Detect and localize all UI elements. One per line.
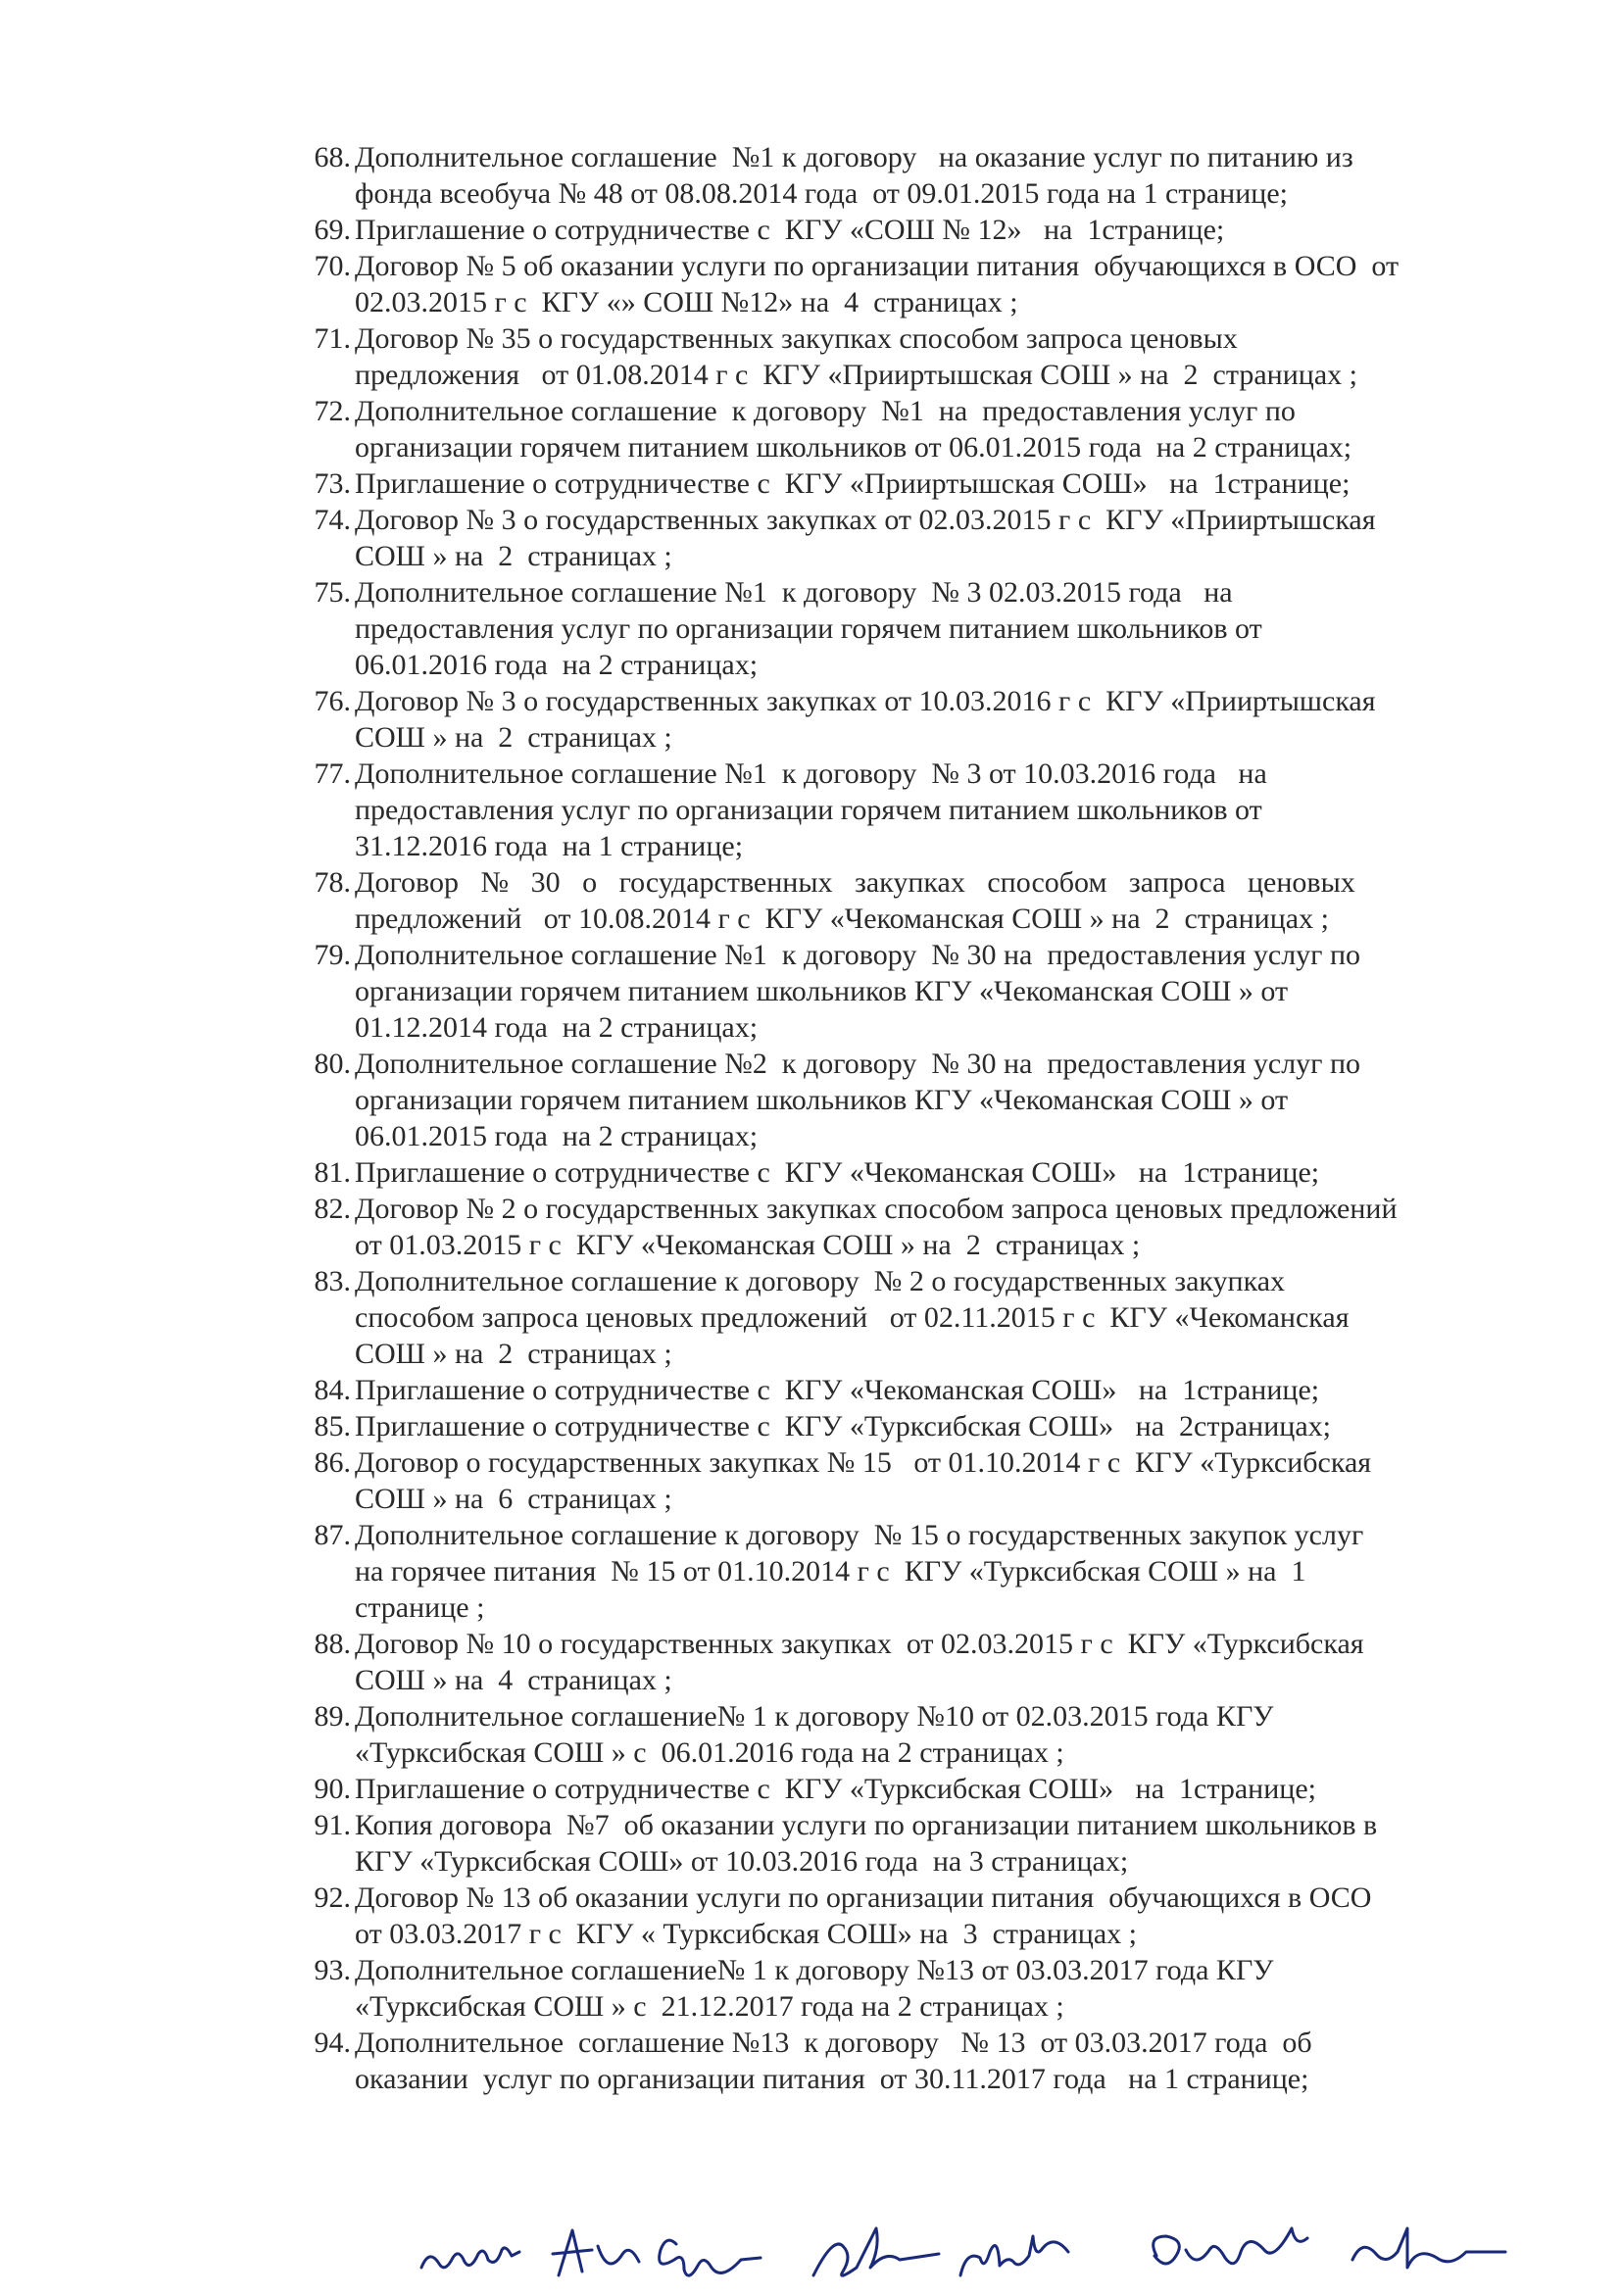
list-item-text-line: Договор № 3 о государственных закупках от 10.03.2016 г с КГУ «Прииртышская	[355, 685, 1376, 717]
signature-7	[1352, 2228, 1505, 2268]
list-item-text-line: Дополнительное соглашение №13 к договору № 13 от 03.03.2017 года об	[355, 2027, 1312, 2059]
list-item-text-line: Дополнительное соглашение№ 1 к договору №10 от 02.03.2015 года КГУ	[355, 1700, 1274, 1733]
list-item-number: 70.	[314, 250, 351, 282]
signature-1	[421, 2248, 519, 2268]
list-item-text-line: Копия договора №7 об оказании услуги по организации питанием школьников в	[355, 1809, 1378, 1841]
list-item-text-line: организации горячем питанием школьников от 06.01.2015 года на 2 страницах;	[355, 431, 1352, 464]
list-item-number: 87.	[314, 1519, 351, 1551]
list-item-text-line: Договор № 2 о государственных закупках способом запроса ценовых предложений	[355, 1193, 1398, 1225]
list-item-number: 76.	[314, 685, 351, 717]
list-item-text-line: 02.03.2015 г с КГУ «» СОШ №12» на 4 страницах ;	[355, 286, 1018, 318]
list-item-text-line: странице ;	[355, 1591, 485, 1624]
list-item-text-line: 06.01.2016 года на 2 страницах;	[355, 649, 759, 681]
list-item	[294, 1444, 1539, 1517]
list-item-text-line: Договор № 13 об оказании услуги по организации питания обучающихся в ОСО	[355, 1881, 1372, 1914]
list-item-text-line: Договор о государственных закупках № 15 от 01.10.2014 г с КГУ «Турксибская	[355, 1446, 1372, 1479]
list-item	[294, 864, 1539, 937]
list-item	[294, 393, 1539, 465]
signatures	[412, 2217, 1568, 2291]
list-item-text-line: 06.01.2015 года на 2 страницах;	[355, 1120, 759, 1152]
list-item-text-line: организации горячем питанием школьников КГУ «Чекоманская СОШ » от	[355, 1084, 1289, 1116]
list-item	[294, 502, 1539, 574]
list-item-text-line: фонда всеобуча № 48 от 08.08.2014 года от 09.01.2015 года на 1 странице;	[355, 177, 1288, 210]
list-item-number: 89.	[314, 1700, 351, 1733]
list-item-text-line: Договор № 30 о государственных закупках способом запроса ценовых	[355, 866, 1355, 899]
list-item-number: 86.	[314, 1446, 351, 1479]
list-item-text-line: организации горячем питанием школьников КГУ «Чекоманская СОШ » от	[355, 975, 1289, 1007]
list-item-text-line: Дополнительное соглашение №1 к договору на оказание услуг по питанию из	[355, 141, 1353, 173]
list-item	[294, 465, 1539, 502]
list-item-text-line: 01.12.2014 года на 2 страницах;	[355, 1011, 759, 1044]
handwritten-signatures	[412, 2217, 1568, 2291]
list-item	[294, 320, 1539, 393]
signature-6	[1154, 2228, 1307, 2264]
list-item	[294, 212, 1539, 248]
list-item-text-line: Приглашение о сотрудничестве с КГУ «Турксибская СОШ» на 2страницах;	[355, 1410, 1331, 1442]
list-item-text-line: Дополнительное соглашение к договору №1 на предоставления услуг по	[355, 395, 1296, 427]
list-item	[294, 1626, 1539, 1698]
signature-2	[553, 2230, 639, 2275]
list-item-text-line: Дополнительное соглашение к договору № 2 о государственных закупках	[355, 1265, 1286, 1297]
list-item-text-line: Приглашение о сотрудничестве с КГУ «Чекоманская СОШ» на 1странице;	[355, 1156, 1320, 1189]
list-item	[294, 248, 1539, 320]
signature-3	[660, 2240, 761, 2275]
list-item-text-line: Договор № 3 о государственных закупках от 02.03.2015 г с КГУ «Прииртышская	[355, 504, 1376, 536]
list-item	[294, 756, 1539, 864]
list-item	[294, 937, 1539, 1046]
signature-5	[960, 2236, 1068, 2275]
list-item-text-line: Договор № 35 о государственных закупках способом запроса ценовых	[355, 322, 1238, 355]
list-item	[294, 139, 1539, 212]
list-item-number: 83.	[314, 1265, 351, 1297]
document-list	[294, 139, 1539, 2097]
list-item-number: 88.	[314, 1628, 351, 1660]
list-item-text-line: от 01.03.2015 г с КГУ «Чекоманская СОШ » на 2 страницах ;	[355, 1229, 1141, 1261]
list-item-text-line: от 03.03.2017 г с КГУ « Турксибская СОШ» на 3 страницах ;	[355, 1918, 1138, 1950]
list-item	[294, 1771, 1539, 1807]
list-item	[294, 1154, 1539, 1191]
list-item-text-line: предоставления услуг по организации горячем питанием школьников от	[355, 794, 1262, 826]
list-item-text-line: 31.12.2016 года на 1 странице;	[355, 830, 744, 862]
list-item-text-line: Дополнительное соглашение к договору № 15 о государственных закупок услуг	[355, 1519, 1364, 1551]
list-item-text-line: предложений от 10.08.2014 г с КГУ «Чекоманская СОШ » на 2 страницах ;	[355, 903, 1329, 935]
list-item-number: 78.	[314, 866, 351, 899]
list-item-text-line: предоставления услуг по организации горячем питанием школьников от	[355, 612, 1262, 645]
signature-4	[813, 2228, 939, 2275]
list-item-text-line: «Турксибская СОШ » с 21.12.2017 года на 2 страницах ;	[355, 1990, 1064, 2023]
list-item-number: 85.	[314, 1410, 351, 1442]
list-item	[294, 1880, 1539, 1952]
list-item-text-line: СОШ » на 2 страницах ;	[355, 1338, 672, 1370]
list-item-number: 84.	[314, 1374, 351, 1406]
list-item-text-line: Приглашение о сотрудничестве с КГУ «Чекоманская СОШ» на 1странице;	[355, 1374, 1320, 1406]
list-item-number: 94.	[314, 2027, 351, 2059]
list-item-text-line: «Турксибская СОШ » с 06.01.2016 года на 2 страницах ;	[355, 1736, 1064, 1769]
list-item-number: 71.	[314, 322, 351, 355]
list-item-text-line: Приглашение о сотрудничестве с КГУ «Турксибская СОШ» на 1странице;	[355, 1773, 1316, 1805]
list-item-text-line: способом запроса ценовых предложений от 02.11.2015 г с КГУ «Чекоманская	[355, 1301, 1350, 1334]
list-item	[294, 2025, 1539, 2097]
list-item-number: 81.	[314, 1156, 351, 1189]
list-item-text-line: СОШ » на 4 страницах ;	[355, 1664, 672, 1696]
list-item	[294, 1191, 1539, 1263]
list-item-text-line: предложения от 01.08.2014 г с КГУ «Прииртышская СОШ » на 2 страницах ;	[355, 359, 1357, 391]
list-item-text-line: СОШ » на 2 страницах ;	[355, 721, 672, 754]
list-item-text-line: Приглашение о сотрудничестве с КГУ «Прииртышская СОШ» на 1странице;	[355, 467, 1351, 500]
list-item	[294, 1046, 1539, 1154]
list-item-number: 74.	[314, 504, 351, 536]
list-item-text-line: Договор № 10 о государственных закупках от 02.03.2015 г с КГУ «Турксибская	[355, 1628, 1364, 1660]
list-item-text-line: Договор № 5 об оказании услуги по организации питания обучающихся в ОСО от	[355, 250, 1400, 282]
list-item-text-line: Приглашение о сотрудничестве с КГУ «СОШ № 12» на 1странице;	[355, 214, 1225, 246]
list-item	[294, 1952, 1539, 2025]
list-item	[294, 683, 1539, 756]
list-item-number: 68.	[314, 141, 351, 173]
list-item-text-line: СОШ » на 6 страницах ;	[355, 1483, 672, 1515]
list-item	[294, 574, 1539, 683]
list-item	[294, 1698, 1539, 1771]
list-item-text-line: оказании услуг по организации питания от 30.11.2017 года на 1 странице;	[355, 2063, 1309, 2095]
list-item-text-line: СОШ » на 2 страницах ;	[355, 540, 672, 572]
list-item-text-line: КГУ «Турксибская СОШ» от 10.03.2016 года на 3 страницах;	[355, 1845, 1129, 1878]
list-item-number: 92.	[314, 1881, 351, 1914]
list-item-text-line: Дополнительное соглашение №1 к договору № 3 от 10.03.2016 года на	[355, 757, 1267, 790]
list-item-text-line: Дополнительное соглашение №2 к договору № 30 на предоставления услуг по	[355, 1048, 1361, 1080]
list-item-number: 90.	[314, 1773, 351, 1805]
list-item-number: 79.	[314, 939, 351, 971]
list-item-number: 73.	[314, 467, 351, 500]
list-item-number: 93.	[314, 1954, 351, 1986]
list-item-text-line: Дополнительное соглашение №1 к договору № 30 на предоставления услуг по	[355, 939, 1361, 971]
list-item-number: 82.	[314, 1193, 351, 1225]
list-item-text-line: Дополнительное соглашение№ 1 к договору №13 от 03.03.2017 года КГУ	[355, 1954, 1274, 1986]
list-item-text-line: Дополнительное соглашение №1 к договору № 3 02.03.2015 года на	[355, 576, 1233, 609]
list-item-number: 77.	[314, 757, 351, 790]
list-item-number: 75.	[314, 576, 351, 609]
list-item	[294, 1807, 1539, 1880]
list-item-number: 69.	[314, 214, 351, 246]
list-item-number: 91.	[314, 1809, 351, 1841]
list-item-number: 72.	[314, 395, 351, 427]
list-item-text-line: на горячее питания № 15 от 01.10.2014 г с КГУ «Турксибская СОШ » на 1	[355, 1555, 1306, 1588]
list-item	[294, 1408, 1539, 1444]
list-item	[294, 1517, 1539, 1626]
list-item	[294, 1372, 1539, 1408]
list-item-number: 80.	[314, 1048, 351, 1080]
list-item	[294, 1263, 1539, 1372]
